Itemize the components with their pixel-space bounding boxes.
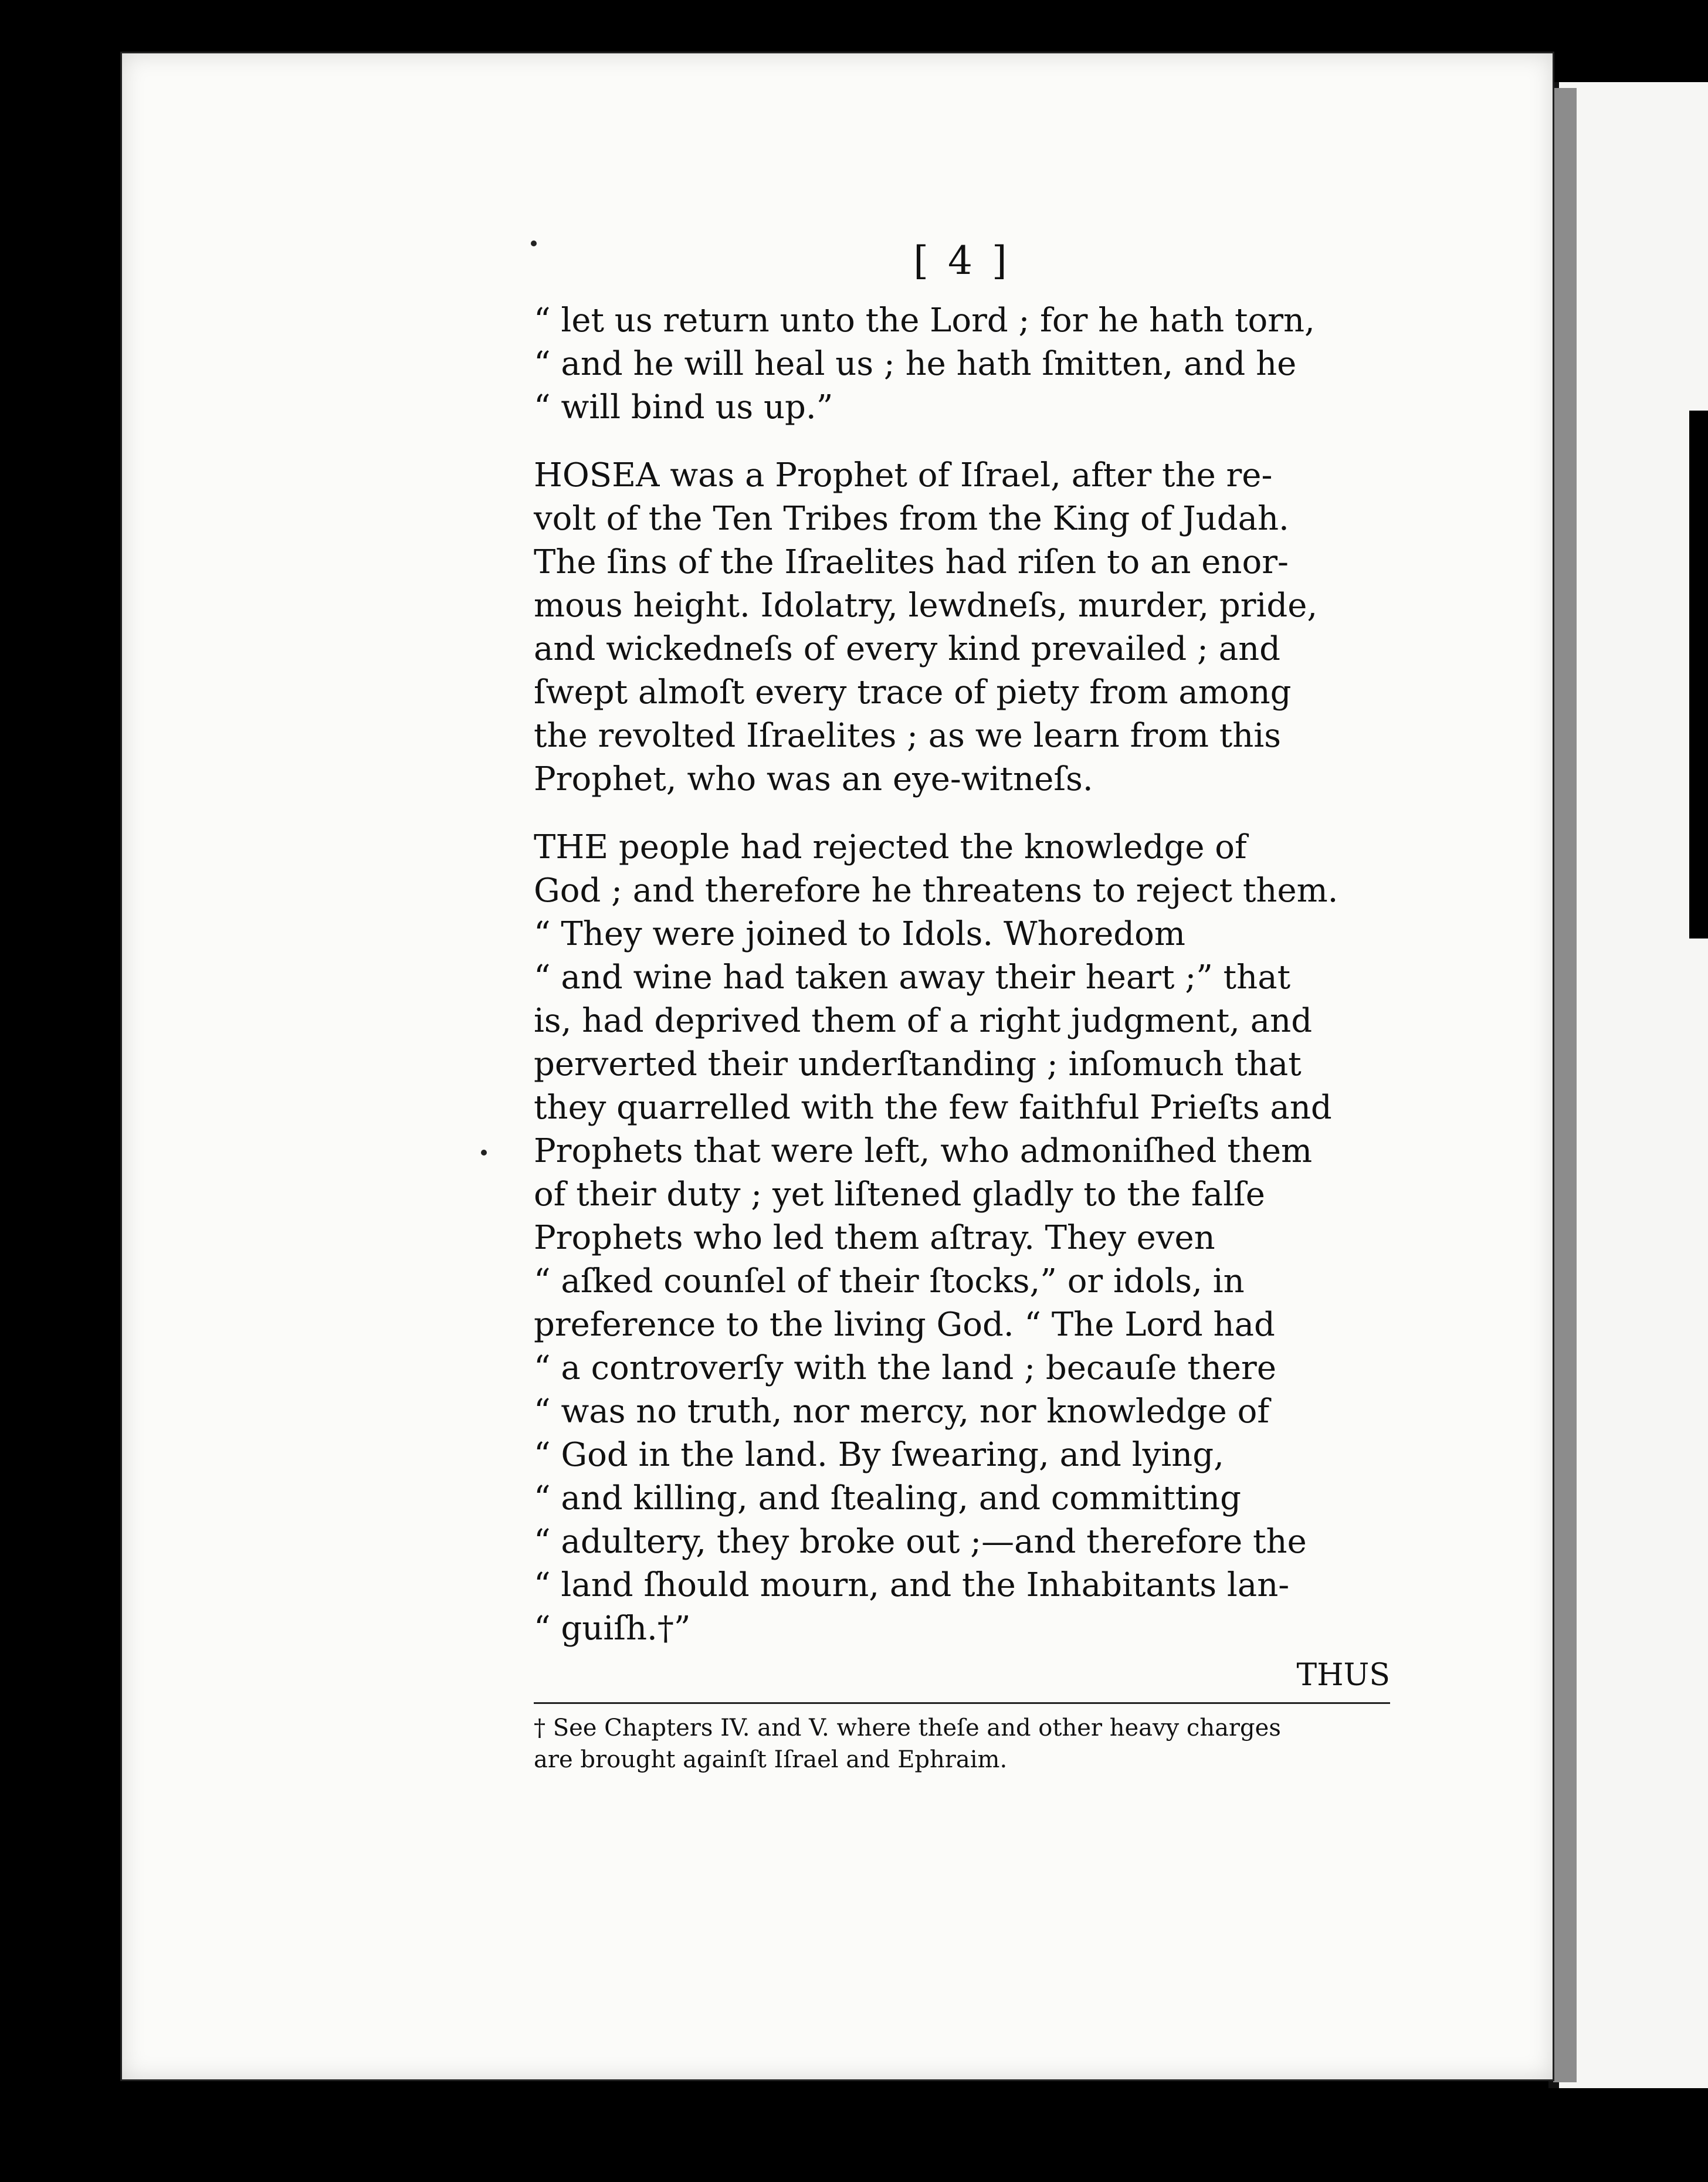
- paragraph-people: [534, 826, 1390, 1651]
- gutter-shadow: [1689, 411, 1708, 938]
- text-line: “ a controverſy with the land ; becauſe there: [534, 1349, 1276, 1387]
- text-line: “ will bind us up.”: [534, 388, 833, 426]
- text-line: “ let us return unto the Lord ; for he hath torn,: [534, 301, 1315, 340]
- footnote-line: are brought againſt Iſrael and Ephraim.: [534, 1746, 1008, 1773]
- text-line: the revolted Iſraelites ; as we learn from this: [534, 717, 1281, 755]
- text-line: they quarrelled with the few faithful Prieſts and: [534, 1089, 1332, 1127]
- text-line: Prophets that were left, who admoniſhed them: [534, 1132, 1313, 1170]
- text-line: ſwept almoſt every trace of piety from among: [534, 673, 1292, 711]
- text-line: “ was no truth, nor mercy, nor knowledge of: [534, 1392, 1270, 1431]
- text-line: HOSEA was a Prophet of Iſrael, after the re-: [534, 456, 1273, 494]
- page-content: [534, 235, 1390, 1776]
- text-line: God ; and therefore he threatens to reject them.: [534, 872, 1338, 910]
- text-line: is, had deprived them of a right judgment, and: [534, 1002, 1313, 1040]
- footnote-rule: [534, 1702, 1390, 1704]
- binding-shadow: [1553, 88, 1577, 2082]
- text-line: THE people had rejected the knowledge of: [534, 828, 1247, 866]
- text-line: “ and killing, and ſtealing, and committing: [534, 1479, 1241, 1517]
- text-line: Prophet, who was an eye-witneſs.: [534, 760, 1093, 798]
- text-line: perverted their underſtanding ; inſomuch that: [534, 1045, 1302, 1083]
- text-line: Prophets who led them aſtray. They even: [534, 1219, 1215, 1257]
- text-line: “ adultery, they broke out ;—and therefore the: [534, 1523, 1307, 1561]
- text-line: of their duty ; yet liſtened gladly to the falſe: [534, 1175, 1265, 1214]
- text-line: The ſins of the Iſraelites had riſen to an enor-: [534, 543, 1289, 581]
- page-number: [ 4 ]: [913, 238, 1011, 283]
- ink-speck: [481, 1150, 487, 1156]
- text-line: “ land ſhould mourn, and the Inhabitants lan-: [534, 1566, 1290, 1604]
- text-line: “ guiſh.†”: [534, 1610, 691, 1648]
- opening-quotation: [534, 299, 1390, 429]
- text-line: “ God in the land. By ſwearing, and lying,: [534, 1436, 1224, 1474]
- text-line: “ aſked counſel of their ſtocks,” or idols, in: [534, 1262, 1245, 1300]
- text-line: “ and he will heal us ; he hath ſmitten, and he: [534, 345, 1297, 383]
- paragraph-hosea: [534, 454, 1390, 801]
- footnote-line: † See Chapters IV. and V. where theſe and other heavy charges: [534, 1715, 1281, 1741]
- text-line: volt of the Ten Tribes from the King of Judah.: [534, 500, 1289, 538]
- text-line: “ They were joined to Idols. Whoredom: [534, 915, 1185, 953]
- text-line: preference to the living God. “ The Lord had: [534, 1306, 1275, 1344]
- text-line: mous height. Idolatry, lewdneſs, murder, pride,: [534, 587, 1318, 625]
- catchword: THUS: [1296, 1658, 1390, 1693]
- text-line: “ and wine had taken away their heart ;” that: [534, 958, 1291, 997]
- footnote: [534, 1712, 1390, 1776]
- text-line: and wickedneſs of every kind prevailed ; and: [534, 630, 1280, 668]
